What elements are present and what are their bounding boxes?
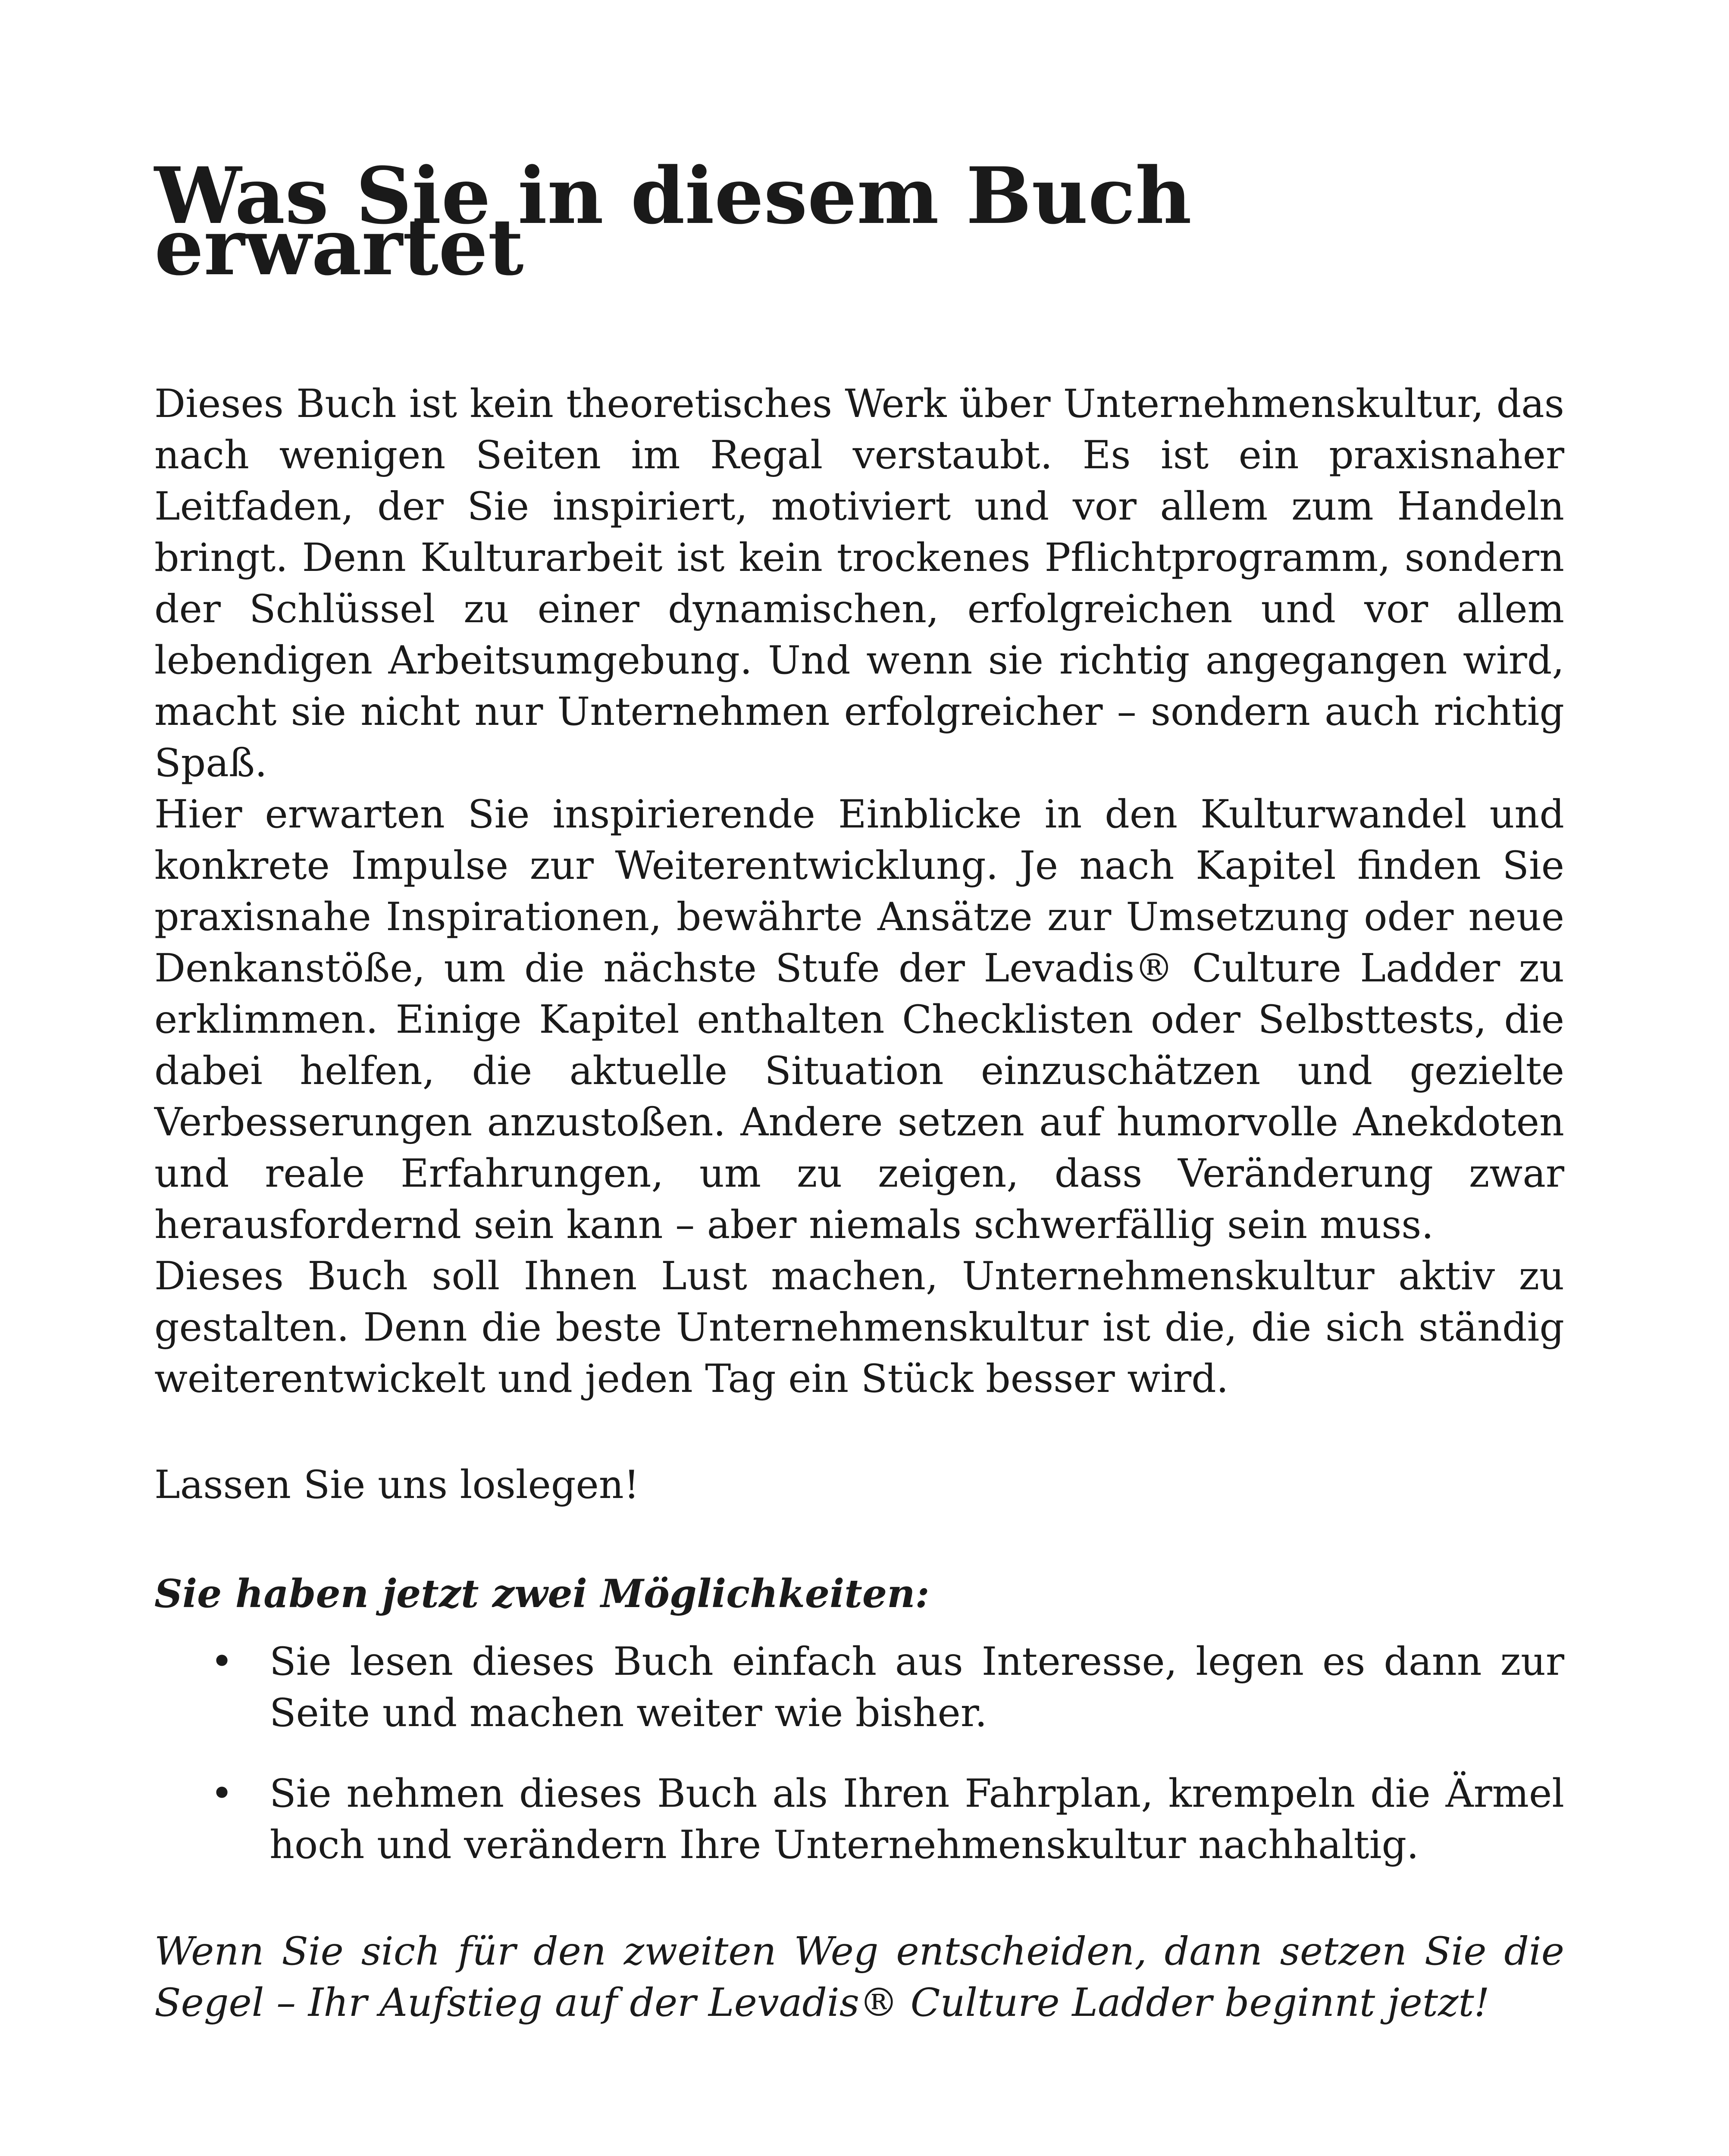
list-item [154, 1768, 1564, 1871]
section-heading: Was Sie in diesem Buch erwartet [154, 150, 1192, 293]
motivation-paragraph: Dieses Buch soll Ihnen Lust machen, Unternehmenskultur aktiv zu gestalten. Denn die beste Unternehmenskultur ist die, die sich ständig weiterentwickelt und jeden Tag ein Stück besser wird. [154, 1253, 1564, 1401]
call-to-action-paragraph: Lassen Sie uns loslegen! [154, 1462, 639, 1507]
list-item-text: Sie nehmen dieses Buch als Ihren Fahrplan, krempeln die Ärmel hoch und verändern Ihre Unternehmenskultur nachhaltig. [269, 1771, 1564, 1868]
options-subheading: Sie haben jetzt zwei Möglichkeiten: [154, 1571, 930, 1617]
list-item [154, 1636, 1564, 1739]
options-list [154, 1636, 1564, 1871]
bullet-icon: • [210, 1639, 234, 1684]
list-item-text: Sie lesen dieses Buch einfach aus Interesse, legen es dann zur Seite und machen weiter wie bisher. [269, 1639, 1564, 1736]
intro-paragraph: Dieses Buch ist kein theoretisches Werk über Unternehmenskultur, das nach wenigen Seiten im Regal verstaubt. Es ist ein praxisnaher Leitfaden, der Sie inspiriert, motiviert und vor allem zum Handeln bringt. Denn Kulturarbeit ist kein trockenes Pflichtprogramm, sondern der Schlüssel zu einer dynamischen, erfolgreichen und vor allem lebendigen Arbeitsumgebung. Und wenn sie richtig angegangen wird, macht sie nicht nur Unternehmen erfolgreicher – sondern auch richtig Spaß. [154, 381, 1564, 786]
closing-statement: Wenn Sie sich für den zweiten Weg entscheiden, dann setzen Sie die Segel – Ihr Aufstieg auf der Levadis® Culture Ladder beginnt jetzt! [154, 1929, 1564, 2025]
expectations-paragraph: Hier erwarten Sie inspirierende Einblicke in den Kulturwandel und konkrete Impulse zur Weiterentwicklung. Je nach Kapitel finden Sie praxisnahe Inspirationen, bewährte Ansätze zur Umsetzung oder neue Denkanstöße, um die nächste Stufe der Levadis® Culture Ladder zu erklimmen. Einige Kapitel enthalten Checklisten oder Selbsttests, die dabei helfen, die aktuelle Situation einzuschätzen und gezielte Verbesserungen anzustoßen. Andere setzen auf humorvolle Anekdoten und reale Erfahrungen, um zu zeigen, dass Veränderung zwar herausfordernd sein kann – aber niemals schwerfällig sein muss. [154, 792, 1564, 1247]
page-content [154, 150, 1564, 2028]
bullet-icon: • [210, 1771, 234, 1816]
